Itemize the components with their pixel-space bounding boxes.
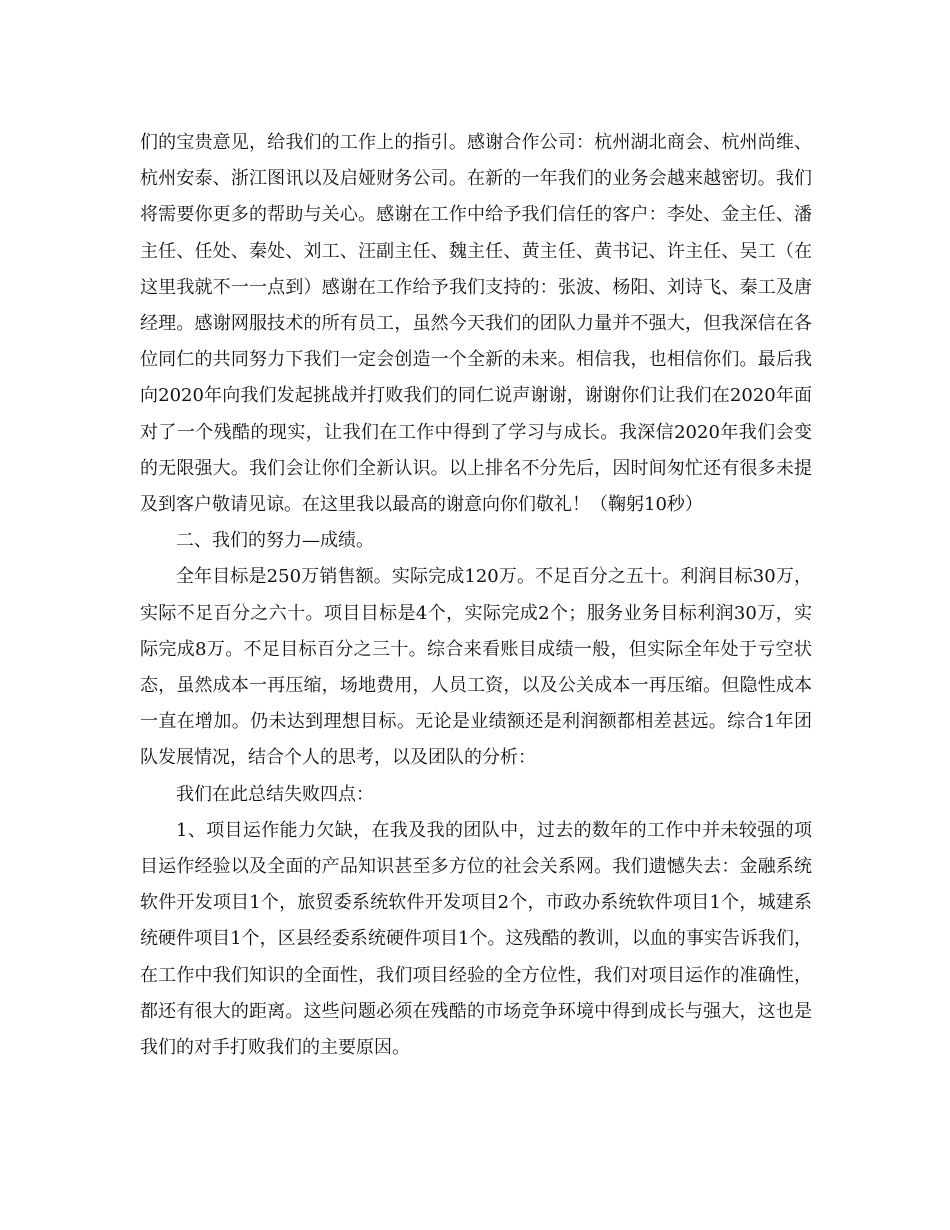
paragraph-failure-intro: 我们在此总结失败四点：	[176, 783, 374, 805]
paragraph-failure-point-1: 1、项目运作能力欠缺，在我及我的团队中，过去的数年的工作中并未较强的项目运作经验以及全面的产品知识甚至多方位的社会关系网。我们遗憾失去：金融系统软件开发项目1个，旅贸委系统软件开发项目2个，市政办系统软件项目1个，城建系统硬件项目1个，区县经委系统硬件项目1个。这残酷的教训，以血的事实告诉我们，在工作中我们知识的全面性，我们项目经验的全方位性，我们对项目运作的准确性，都还有很大的距离。这些问题必须在残酷的市场竞争环境中得到成长与强大，这也是我们的对手打败我们的主要原因。	[140, 819, 812, 1059]
paragraph-results: 全年目标是250万销售额。实际完成120万。不足百分之五十。利润目标30万，实际不足百分之六十。项目目标是4个，实际完成2个；服务业务目标利润30万，实际完成8万。不足目标百分之三十。综合来看账目成绩一般，但实际全年处于亏空状态，虽然成本一再压缩，场地费用，人员工资，以及公关成本一再压缩。但隐性成本一直在增加。仍未达到理想目标。无论是业绩额还是利润额都相差甚远。综合1年团队发展情况，结合个人的思考，以及团队的分析：	[140, 566, 812, 769]
document-body	[140, 125, 812, 1066]
section-heading-efforts: 二、我们的努力—成绩。	[176, 530, 374, 552]
paragraph-acknowledgements: 们的宝贵意见，给我们的工作上的指引。感谢合作公司：杭州湖北商会、杭州尚维、杭州安泰、浙江图讯以及启娅财务公司。在新的一年我们的业务会越来越密切。我们将需要你更多的帮助与关心。感谢在工作中给予我们信任的客户：李处、金主任、潘主任、任处、秦处、刘工、汪副主任、魏主任、黄主任、黄书记、许主任、吴工（在这里我就不一一点到）感谢在工作给予我们支持的：张波、杨阳、刘诗飞、秦工及唐经理。感谢网服技术的所有员工，虽然今天我们的团队力量并不强大，但我深信在各位同仁的共同努力下我们一定会创造一个全新的未来。相信我，也相信你们。最后我向2020年向我们发起挑战并打败我们的同仁说声谢谢，谢谢你们让我们在2020年面对了一个残酷的现实，让我们在工作中得到了学习与成长。我深信2020年我们会变的无限强大。我们会让你们全新认识。以上排名不分先后，因时间匆忙还有很多未提及到客户敬请见谅。在这里我以最高的谢意向你们敬礼！（鞠躬10秒）	[140, 132, 812, 516]
